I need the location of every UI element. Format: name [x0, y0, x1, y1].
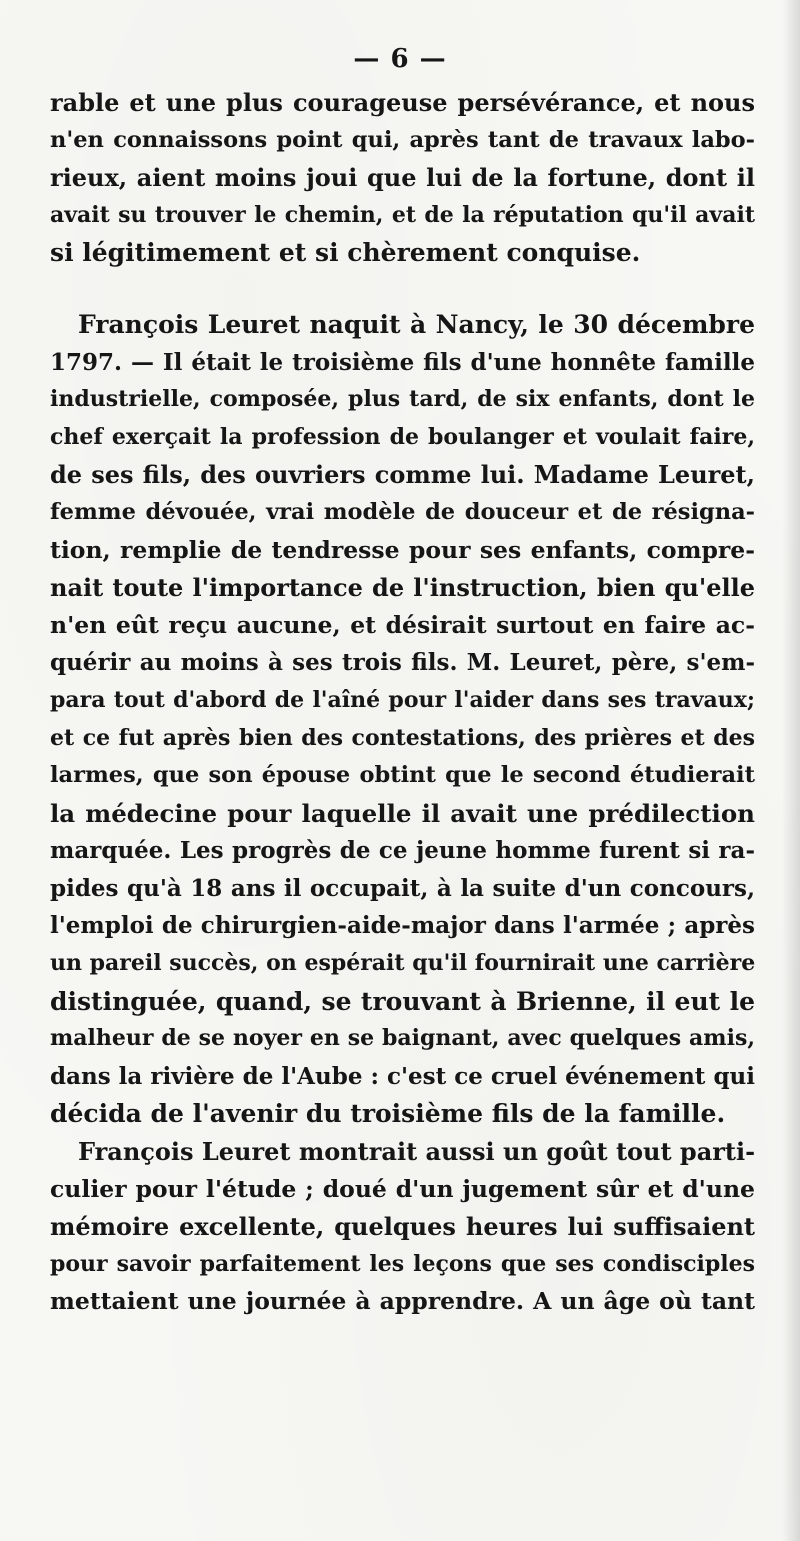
- text-line: décida de l'avenir du troisième fils de la famille.: [50, 1099, 726, 1129]
- text-line: si légitimement et si chèrement conquise.: [50, 238, 641, 268]
- text-line: marquée. Les progrès de ce jeune homme furent si ra-: [50, 837, 755, 865]
- text-line: dans la rivière de l'Aube : c'est ce cruel événement qui: [50, 1062, 755, 1090]
- text-line: et ce fut après bien des contestations, des prières et des: [50, 724, 755, 751]
- text-line: n'en connaissons point qui, après tant de travaux labo-: [50, 126, 755, 153]
- text-line: pides qu'à 18 ans il occupait, à la suite d'un concours,: [50, 874, 755, 902]
- text-line: culier pour l'étude ; doué d'un jugement sûr et d'une: [50, 1174, 755, 1203]
- text-line: François Leuret naquit à Nancy, le 30 décembre: [78, 309, 755, 339]
- text-line: malheur de se noyer en se baignant, avec quelques amis,: [50, 1025, 755, 1052]
- body-text: [50, 84, 755, 1321]
- text-line: larmes, que son épouse obtint que le second étudierait: [50, 762, 755, 789]
- paragraph-1: [50, 84, 755, 272]
- text-line: de ses fils, des ouvriers comme lui. Madame Leuret,: [50, 460, 755, 490]
- text-line: François Leuret montrait aussi un goût tout parti-: [78, 1137, 756, 1167]
- text-line: para tout d'abord de l'aîné pour l'aider dans ses travaux;: [50, 686, 755, 713]
- page-edge-shadow: [782, 0, 800, 1541]
- text-line: un pareil succès, on espérait qu'il fournirait une carrière: [50, 950, 756, 977]
- text-line: n'en eût reçu aucune, et désirait surtout en faire ac-: [50, 610, 755, 639]
- text-line: rable et une plus courageuse persévérance, et nous: [50, 88, 755, 117]
- text-line: rieux, aient moins joui que lui de la fortune, dont il: [50, 163, 755, 193]
- text-line: industrielle, composée, plus tard, de six enfants, dont le: [50, 386, 755, 413]
- text-line: l'emploi de chirurgien-aide-major dans l'armée ; après: [50, 912, 755, 940]
- text-line: quérir au moins à ses trois fils. M. Leuret, père, s'em-: [50, 649, 755, 677]
- text-line: nait toute l'importance de l'instruction, bien qu'elle: [50, 573, 755, 603]
- text-line: la médecine pour laquelle il avait une prédilection: [50, 798, 755, 828]
- text-line: avait su trouver le chemin, et de la réputation qu'il avait: [50, 201, 755, 228]
- text-line: mettaient une journée à apprendre. A un âge où tant: [50, 1287, 755, 1316]
- text-line: pour savoir parfaitement les leçons que ses condisciples: [50, 1250, 755, 1277]
- text-line: 1797. — Il était le troisième fils d'une honnête famille: [50, 348, 755, 376]
- text-line: chef exerçait la profession de boulanger et voulait faire,: [50, 423, 755, 450]
- paragraph-gap: [50, 272, 755, 306]
- text-line: distinguée, quand, se trouvant à Brienne, il eut le: [50, 986, 755, 1016]
- paragraph-2: [50, 306, 755, 1133]
- text-line: tion, remplie de tendresse pour ses enfants, compre-: [50, 535, 755, 564]
- text-line: femme dévouée, vrai modèle de douceur et de résigna-: [50, 498, 755, 525]
- paragraph-3: [50, 1133, 755, 1321]
- text-line: mémoire excellente, quelques heures lui suffisaient: [50, 1212, 755, 1242]
- page-number: — 6 —: [353, 44, 447, 74]
